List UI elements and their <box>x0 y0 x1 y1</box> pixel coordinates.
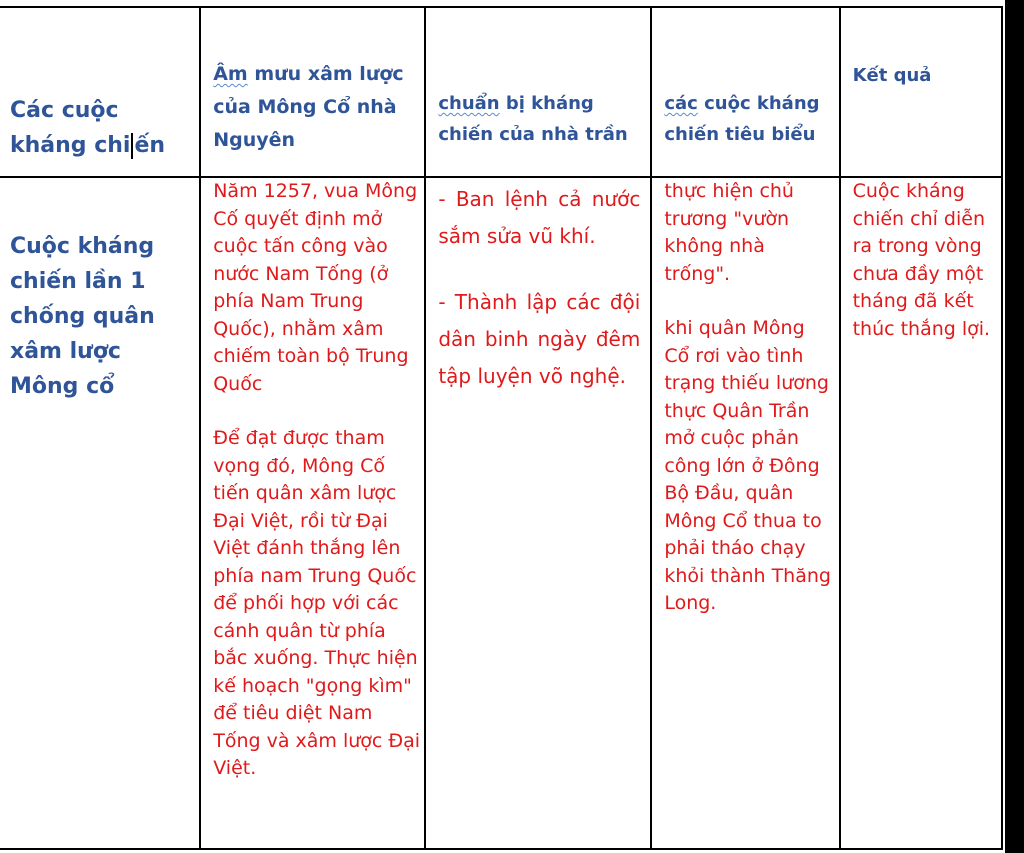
cell-result <box>840 177 1002 849</box>
cell-prep <box>425 177 651 849</box>
history-table <box>0 6 1003 850</box>
cell-plot <box>200 177 425 849</box>
header-wars-line2b: ến <box>134 133 166 158</box>
header-plot-text <box>201 8 424 157</box>
header-cell-result <box>840 7 1002 177</box>
row-war-1 <box>0 177 1002 849</box>
prep-paragraph-2: - Thành lập các đội dân binh ngày đêm tập luyện võ nghệ. <box>438 290 641 388</box>
header-prep-word1: chuẩn <box>438 93 500 114</box>
header-cell-wars <box>0 7 200 177</box>
cell-war-name <box>0 177 200 849</box>
header-result-text: Kết quả <box>852 65 932 86</box>
header-cell-prep <box>425 7 651 177</box>
header-wars-line1: Các cuộc <box>10 98 119 123</box>
war-name-text: Cuộc kháng chiến lần 1 chống quân xâm lược Mông cổ <box>10 234 155 399</box>
battles-paragraph-2: khi quân Mông Cổ rơi vào tình trạng thiếu lương thực Quân Trần mở cuộc phản công lớn ở Đông Bộ Đầu, quân Mông Cổ thua to phải tháo chạy khỏi thành Thăng Long. <box>664 317 831 614</box>
header-plot-rest: mưu xâm lược của Mông Cổ nhà Nguyên <box>213 63 404 151</box>
result-paragraph: Cuộc kháng chiến chỉ diễn ra trong vòng chưa đầy một tháng đã kết thúc thắng lợi. <box>852 180 991 340</box>
cell-battles <box>651 177 839 849</box>
plot-paragraph-1: Năm 1257, vua Mông Cố quyết định mở cuộc tấn công vào nước Nam Tống (ở phía Nam Trung Quốc), nhằm xâm chiếm toàn bộ Trung Quốc <box>213 180 418 395</box>
battles-paragraph-1: thực hiện chủ trương "vườn không nhà trống". <box>664 180 794 285</box>
header-plot-word1: Âm <box>213 63 248 85</box>
header-wars-text <box>0 8 199 163</box>
header-prep-rest: bị kháng chiến của nhà trần <box>438 93 628 145</box>
header-battles-rest: cuộc kháng chiến tiêu biểu <box>664 93 820 145</box>
header-cell-battles <box>651 7 839 177</box>
header-cell-plot <box>200 7 425 177</box>
header-prep-text <box>426 8 650 150</box>
header-battles-word1: các <box>664 93 698 114</box>
header-wars-line2a: kháng chi <box>10 133 131 158</box>
header-row <box>0 7 1002 177</box>
header-battles-text <box>652 8 838 150</box>
plot-paragraph-2: Để đạt được tham vọng đó, Mông Cố tiến quân xâm lược Đại Việt, rồi từ Đại Việt đánh thắng lên phía nam Trung Quốc để phối hợp với các cánh quân từ phía bắc xuống. Thực hiện kế hoạch "gọng kìm" để tiêu diệt Nam Tống và xâm lược Đại Việt. <box>213 427 421 779</box>
prep-paragraph-1: - Ban lệnh cả nước sắm sửa vũ khí. <box>438 187 641 248</box>
